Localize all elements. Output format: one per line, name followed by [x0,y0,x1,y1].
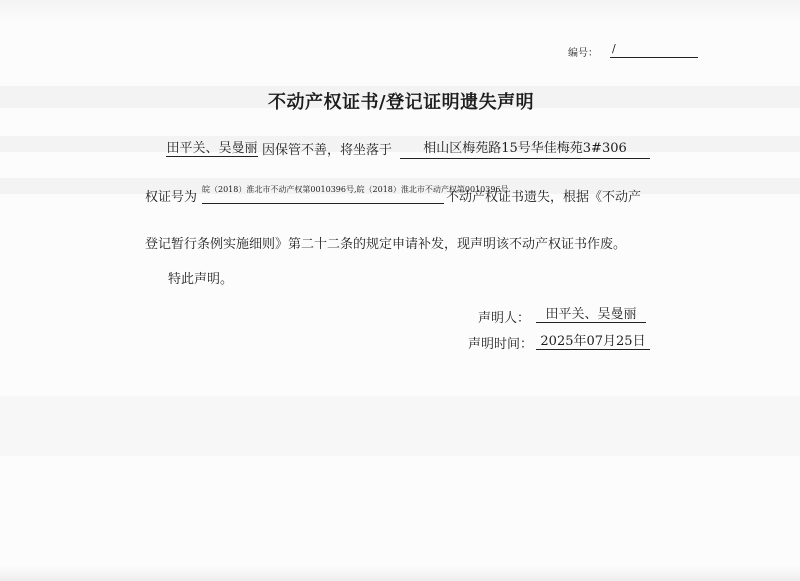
declarant-value: 田平关、吴曼丽 [536,303,646,323]
scan-bottom-edge [0,566,800,581]
declarant-label: 声明人： [478,311,531,326]
page-title: 不动产权证书/登记证明遗失声明 [268,92,535,113]
body-text-2: 权证号为 [145,190,198,205]
body-text-1: 因保管不善，将坐落于 [262,143,393,158]
scan-top-edge [0,0,800,22]
cert-numbers-field: 皖（2018）淮北市不动产权第0010396号,皖（2018）淮北市不动产权第0010396号 [202,182,444,204]
declared-at-label: 声明时间： [468,337,534,352]
scan-bleed-through [0,396,800,456]
address-field: 相山区梅苑路15号华佳梅苑3#306 [400,137,650,159]
body-text-3: 不动产权证书遗失，根据《不动产 [446,190,642,205]
serial-label: 编号： [568,48,598,59]
body-text-4: 登记暂行条例实施细则》第二十二条的规定申请补发，现声明该不动产权证书作废。 [145,237,627,252]
closing-text: 特此声明。 [168,272,234,287]
serial-value: / [610,42,698,58]
holders-field: 田平关、吴曼丽 [166,137,258,157]
declared-at-value: 2025年07月25日 [536,330,650,350]
